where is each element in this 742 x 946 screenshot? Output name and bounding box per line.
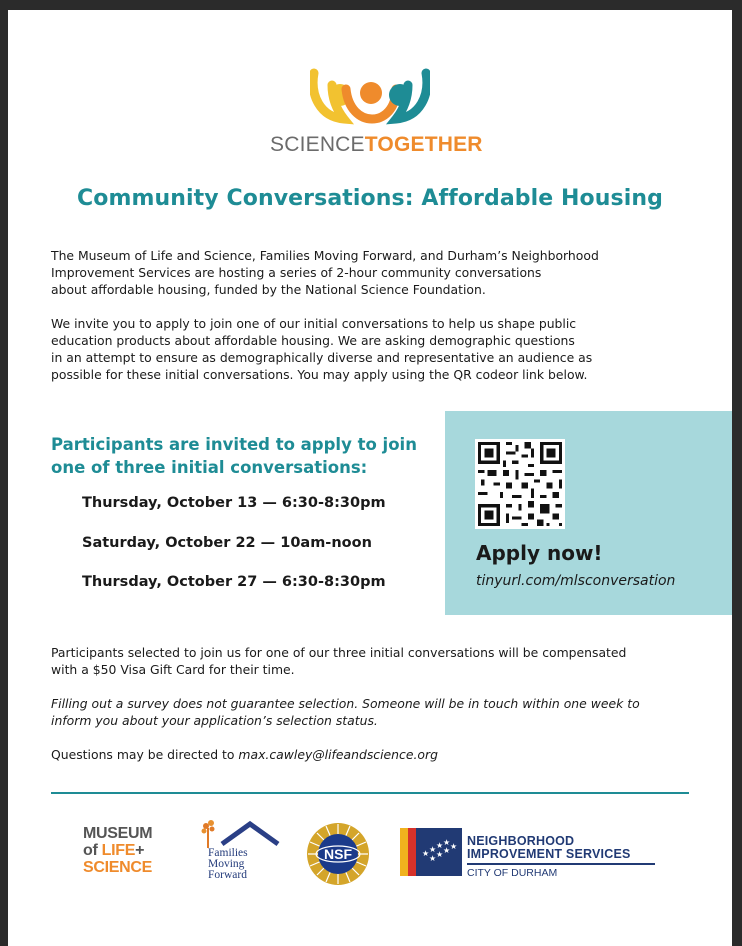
page-title: Community Conversations: Affordable Housing <box>77 186 663 211</box>
mls-line2b: LIFE <box>101 842 136 859</box>
disclaimer-paragraph <box>51 695 701 729</box>
logo-word-together: TOGETHER <box>364 133 483 156</box>
compensation-line: Participants selected to join us for one of our three initial conversations will be compensated <box>51 645 627 660</box>
mls-line1: MUSEUM <box>83 825 153 842</box>
questions-paragraph <box>51 746 701 763</box>
mls-line3: SCIENCE <box>83 859 153 876</box>
compensation-line: with a $50 Visa Gift Card for their time. <box>51 662 295 677</box>
families-moving-forward-logo <box>200 818 280 890</box>
svg-text:★: ★ <box>443 846 451 855</box>
nis-line1: NEIGHBORHOOD <box>467 834 575 848</box>
conversation-date: Thursday, October 27 — 6:30-8:30pm <box>82 574 386 590</box>
svg-text:★: ★ <box>443 838 451 847</box>
contact-email-link[interactable]: max.cawley@lifeandscience.org <box>238 747 438 762</box>
fmf-line2: Moving <box>208 858 245 870</box>
svg-text:★: ★ <box>436 841 444 850</box>
mls-line2c: + <box>135 842 145 859</box>
svg-text:★: ★ <box>429 845 437 854</box>
conversation-date: Saturday, October 22 — 10am-noon <box>82 535 372 551</box>
science-together-logo <box>270 65 490 165</box>
nsf-label: NSF <box>324 846 352 862</box>
people-figures-icon <box>310 65 430 127</box>
participants-heading-line: one of three initial conversations: <box>51 458 368 477</box>
intro-line: about affordable housing, funded by the National Science Foundation. <box>51 282 486 297</box>
participants-heading-line: Participants are invited to apply to join <box>51 435 417 454</box>
disclaimer-line: Filling out a survey does not guarantee selection. Someone will be in touch within one week to <box>51 696 640 711</box>
intro-line: Improvement Services are hosting a series of 2-hour community conversations <box>51 265 542 280</box>
invite-line: We invite you to apply to join one of our initial conversations to help us shape public <box>51 316 577 331</box>
apply-panel <box>445 411 732 615</box>
logo-word-science: SCIENCE <box>270 133 365 156</box>
invite-line: education products about affordable housing. We are asking demographic questions <box>51 333 575 348</box>
svg-text:★: ★ <box>429 854 437 863</box>
compensation-paragraph <box>51 644 701 678</box>
nis-line2: IMPROVEMENT SERVICES <box>467 847 631 861</box>
invite-line: possible for these initial conversations. You may apply using the QR codeor link below. <box>51 367 588 382</box>
flyer-page <box>8 10 732 946</box>
fmf-line1: Families <box>208 847 248 859</box>
questions-prefix: Questions may be directed to <box>51 747 239 762</box>
invite-paragraph <box>51 315 701 383</box>
logo-wordmark <box>270 133 483 157</box>
svg-text:★: ★ <box>436 850 444 859</box>
disclaimer-line: inform you about your application’s selection status. <box>51 713 378 728</box>
participants-heading <box>51 433 417 479</box>
museum-of-life-and-science-logo <box>83 825 152 876</box>
neighborhood-improvement-services-logo <box>400 828 660 882</box>
intro-paragraph <box>51 247 701 298</box>
fmf-line3: Forward <box>208 869 247 881</box>
nis-line3: CITY OF DURHAM <box>467 867 558 879</box>
svg-text:★: ★ <box>450 842 458 851</box>
nis-divider <box>467 863 655 865</box>
intro-line: The Museum of Life and Science, Families Moving Forward, and Durham’s Neighborhood <box>51 248 599 263</box>
divider <box>51 792 689 794</box>
svg-text:★: ★ <box>422 849 430 858</box>
conversation-date: Thursday, October 13 — 6:30-8:30pm <box>82 495 386 511</box>
nsf-seal-icon <box>306 822 370 886</box>
mls-line2a: of <box>83 842 102 859</box>
city-flag-icon <box>400 828 462 882</box>
fmf-wordmark <box>208 848 278 881</box>
qr-code-icon[interactable] <box>475 439 565 529</box>
invite-line: in an attempt to ensure as demographically diverse and representative an audience as <box>51 350 593 365</box>
apply-now-heading: Apply now! <box>476 541 603 565</box>
apply-link[interactable]: tinyurl.com/mlsconversation <box>476 573 676 589</box>
